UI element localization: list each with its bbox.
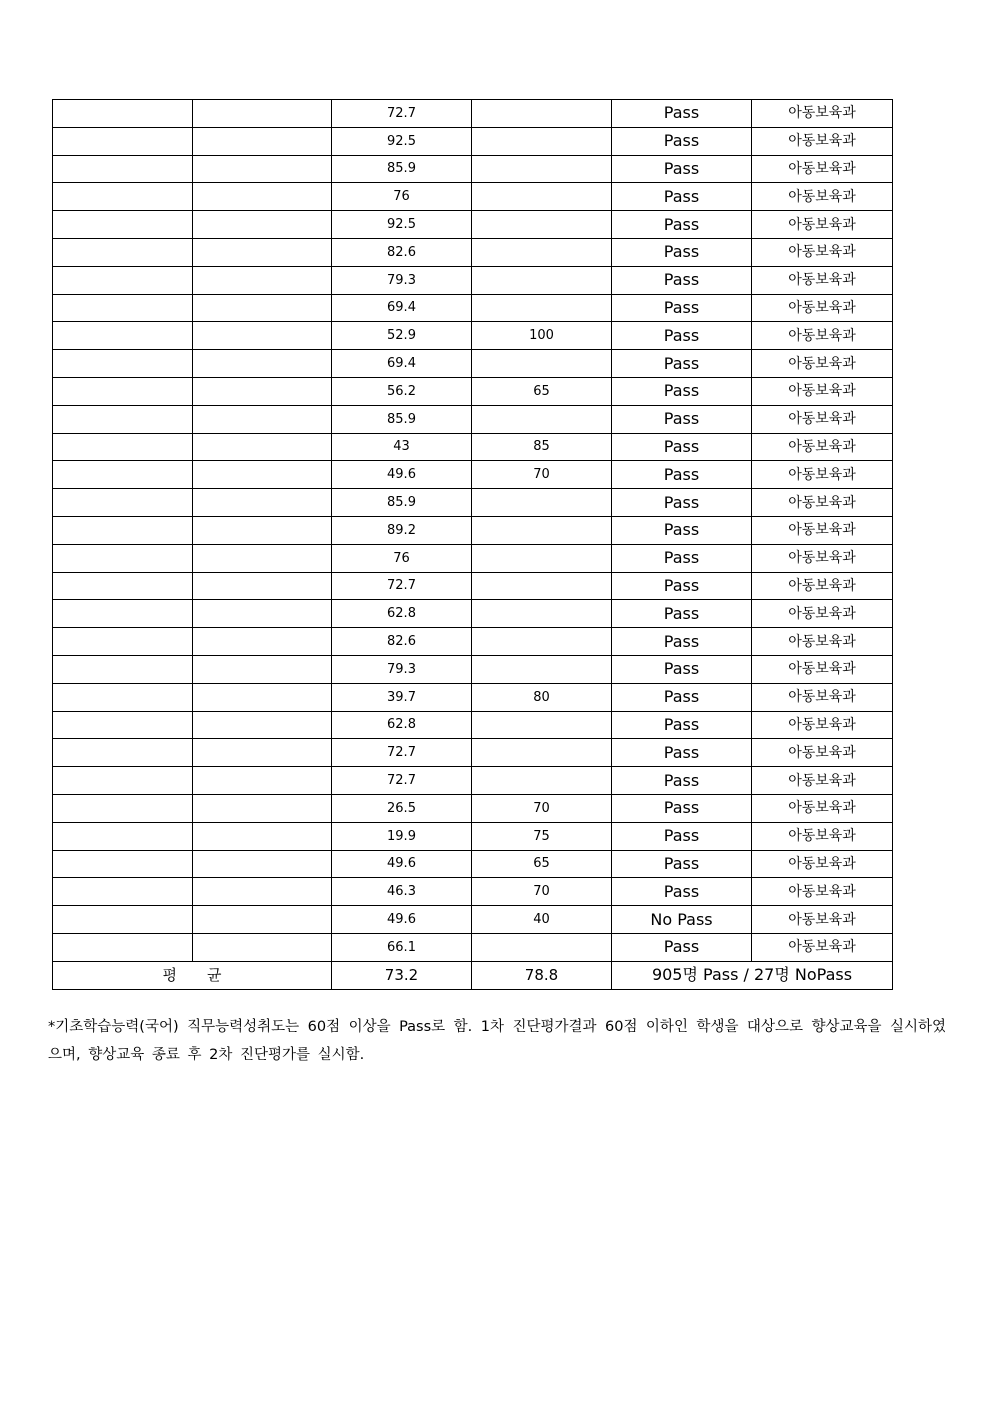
department-cell: 아동보육과 [752,683,893,711]
average-label-cell [53,961,332,989]
result-cell: Pass [612,155,752,183]
result-cell: Pass [612,794,752,822]
first-score-cell: 62.8 [332,711,472,739]
second-score-cell [472,489,612,517]
first-score-cell: 82.6 [332,238,472,266]
name-cell [53,822,193,850]
table-row [53,822,893,850]
id-cell [193,739,332,767]
name-cell [53,572,193,600]
department-cell: 아동보육과 [752,822,893,850]
table-row [53,489,893,517]
second-score-cell [472,933,612,961]
department-cell: 아동보육과 [752,933,893,961]
second-score-cell [472,155,612,183]
second-score-cell: 75 [472,822,612,850]
table-row [53,266,893,294]
score-table [52,99,893,990]
result-cell: Pass [612,266,752,294]
department-cell: 아동보육과 [752,850,893,878]
table-row [53,155,893,183]
first-score-cell: 52.9 [332,322,472,350]
id-cell [193,405,332,433]
first-score-cell: 19.9 [332,822,472,850]
id-cell [193,628,332,656]
id-cell [193,906,332,934]
name-cell [53,405,193,433]
second-score-cell [472,739,612,767]
id-cell [193,878,332,906]
id-cell [193,767,332,795]
name-cell [53,516,193,544]
name-cell [53,628,193,656]
name-cell [53,266,193,294]
department-cell: 아동보육과 [752,906,893,934]
pass-summary: 905명 Pass / 27명 NoPass [612,961,893,989]
table-row [53,211,893,239]
first-score-cell: 72.7 [332,767,472,795]
second-score-cell [472,600,612,628]
result-cell: Pass [612,683,752,711]
name-cell [53,100,193,128]
table-row [53,294,893,322]
result-cell: Pass [612,127,752,155]
name-cell [53,155,193,183]
id-cell [193,711,332,739]
second-score-cell: 40 [472,906,612,934]
second-score-cell [472,767,612,795]
first-score-cell: 79.3 [332,655,472,683]
first-score-cell: 72.7 [332,100,472,128]
id-cell [193,683,332,711]
result-cell: Pass [612,516,752,544]
name-cell [53,350,193,378]
department-cell: 아동보육과 [752,489,893,517]
name-cell [53,489,193,517]
result-cell: Pass [612,739,752,767]
result-cell: No Pass [612,906,752,934]
department-cell: 아동보육과 [752,183,893,211]
first-score-cell: 49.6 [332,906,472,934]
id-cell [193,322,332,350]
name-cell [53,544,193,572]
id-cell [193,933,332,961]
first-score-cell: 43 [332,433,472,461]
department-cell: 아동보육과 [752,711,893,739]
table-row [53,683,893,711]
department-cell: 아동보육과 [752,266,893,294]
table-row [53,405,893,433]
first-score-cell: 49.6 [332,461,472,489]
result-cell: Pass [612,600,752,628]
table-row [53,767,893,795]
score-table-body [53,100,893,990]
table-row [53,461,893,489]
average-row [53,961,893,989]
first-score-cell: 85.9 [332,405,472,433]
second-score-cell: 80 [472,683,612,711]
table-row [53,933,893,961]
name-cell [53,683,193,711]
department-cell: 아동보육과 [752,127,893,155]
result-cell: Pass [612,933,752,961]
id-cell [193,655,332,683]
second-score-cell [472,127,612,155]
id-cell [193,794,332,822]
result-cell: Pass [612,572,752,600]
name-cell [53,322,193,350]
name-cell [53,211,193,239]
department-cell: 아동보육과 [752,211,893,239]
id-cell [193,183,332,211]
second-score-cell [472,516,612,544]
id-cell [193,544,332,572]
id-cell [193,822,332,850]
first-score-cell: 72.7 [332,739,472,767]
id-cell [193,100,332,128]
table-row [53,238,893,266]
first-score-cell: 85.9 [332,155,472,183]
department-cell: 아동보육과 [752,878,893,906]
department-cell: 아동보육과 [752,739,893,767]
name-cell [53,238,193,266]
table-row [53,544,893,572]
second-score-cell [472,100,612,128]
name-cell [53,711,193,739]
result-cell: Pass [612,405,752,433]
table-row [53,906,893,934]
table-row [53,628,893,656]
first-score-cell: 92.5 [332,211,472,239]
result-cell: Pass [612,238,752,266]
second-score-cell: 70 [472,794,612,822]
result-cell: Pass [612,850,752,878]
table-row [53,572,893,600]
name-cell [53,433,193,461]
second-score-cell [472,655,612,683]
id-cell [193,127,332,155]
first-score-cell: 62.8 [332,600,472,628]
table-row [53,850,893,878]
result-cell: Pass [612,322,752,350]
department-cell: 아동보육과 [752,377,893,405]
second-score-cell [472,350,612,378]
table-row [53,433,893,461]
second-score-cell [472,628,612,656]
second-score-cell [472,294,612,322]
id-cell [193,266,332,294]
id-cell [193,489,332,517]
first-score-cell: 92.5 [332,127,472,155]
result-cell: Pass [612,489,752,517]
id-cell [193,211,332,239]
table-row [53,878,893,906]
department-cell: 아동보육과 [752,238,893,266]
department-cell: 아동보육과 [752,628,893,656]
name-cell [53,794,193,822]
result-cell: Pass [612,711,752,739]
department-cell: 아동보육과 [752,461,893,489]
table-row [53,516,893,544]
department-cell: 아동보육과 [752,350,893,378]
first-score-cell: 69.4 [332,294,472,322]
result-cell: Pass [612,183,752,211]
result-cell: Pass [612,822,752,850]
first-score-cell: 39.7 [332,683,472,711]
name-cell [53,739,193,767]
table-row [53,127,893,155]
department-cell: 아동보육과 [752,433,893,461]
second-score-cell: 100 [472,322,612,350]
name-cell [53,878,193,906]
second-score-cell [472,405,612,433]
average-score2: 78.8 [472,961,612,989]
name-cell [53,850,193,878]
table-row [53,655,893,683]
table-row [53,711,893,739]
table-row [53,322,893,350]
department-cell: 아동보육과 [752,600,893,628]
result-cell: Pass [612,294,752,322]
first-score-cell: 66.1 [332,933,472,961]
first-score-cell: 69.4 [332,350,472,378]
id-cell [193,294,332,322]
name-cell [53,655,193,683]
second-score-cell: 65 [472,850,612,878]
first-score-cell: 72.7 [332,572,472,600]
result-cell: Pass [612,100,752,128]
second-score-cell: 70 [472,878,612,906]
first-score-cell: 82.6 [332,628,472,656]
first-score-cell: 85.9 [332,489,472,517]
department-cell: 아동보육과 [752,294,893,322]
first-score-cell: 49.6 [332,850,472,878]
name-cell [53,127,193,155]
department-cell: 아동보육과 [752,155,893,183]
table-row [53,350,893,378]
result-cell: Pass [612,461,752,489]
second-score-cell [472,544,612,572]
name-cell [53,933,193,961]
second-score-cell: 65 [472,377,612,405]
result-cell: Pass [612,350,752,378]
table-row [53,600,893,628]
department-cell: 아동보육과 [752,544,893,572]
id-cell [193,155,332,183]
second-score-cell [472,211,612,239]
id-cell [193,461,332,489]
name-cell [53,461,193,489]
id-cell [193,516,332,544]
second-score-cell [472,183,612,211]
id-cell [193,377,332,405]
id-cell [193,238,332,266]
id-cell [193,350,332,378]
second-score-cell [472,711,612,739]
table-row [53,183,893,211]
second-score-cell [472,238,612,266]
second-score-cell: 70 [472,461,612,489]
result-cell: Pass [612,767,752,795]
name-cell [53,294,193,322]
department-cell: 아동보육과 [752,516,893,544]
first-score-cell: 76 [332,183,472,211]
table-row [53,739,893,767]
result-cell: Pass [612,878,752,906]
second-score-cell: 85 [472,433,612,461]
result-cell: Pass [612,544,752,572]
name-cell [53,767,193,795]
table-row [53,794,893,822]
name-cell [53,906,193,934]
result-cell: Pass [612,377,752,405]
table-row [53,100,893,128]
average-label: 평균 [162,965,252,984]
name-cell [53,183,193,211]
id-cell [193,572,332,600]
department-cell: 아동보육과 [752,100,893,128]
department-cell: 아동보육과 [752,405,893,433]
id-cell [193,600,332,628]
table-row [53,377,893,405]
second-score-cell [472,572,612,600]
result-cell: Pass [612,211,752,239]
first-score-cell: 26.5 [332,794,472,822]
department-cell: 아동보육과 [752,572,893,600]
first-score-cell: 89.2 [332,516,472,544]
first-score-cell: 79.3 [332,266,472,294]
result-cell: Pass [612,628,752,656]
first-score-cell: 76 [332,544,472,572]
average-score1: 73.2 [332,961,472,989]
department-cell: 아동보육과 [752,767,893,795]
name-cell [53,377,193,405]
result-cell: Pass [612,655,752,683]
first-score-cell: 46.3 [332,878,472,906]
first-score-cell: 56.2 [332,377,472,405]
id-cell [193,850,332,878]
department-cell: 아동보육과 [752,655,893,683]
department-cell: 아동보육과 [752,794,893,822]
result-cell: Pass [612,433,752,461]
second-score-cell [472,266,612,294]
name-cell [53,600,193,628]
department-cell: 아동보육과 [752,322,893,350]
footnote: *기초학습능력(국어) 직무능력성취도는 60점 이상을 Pass로 함. 1차 진단평가결과 60점 이하인 학생을 대상으로 향상교육을 실시하였으며, 향상교육 종료 후 2차 진단평가를 실시함. [48,1019,946,1063]
id-cell [193,433,332,461]
